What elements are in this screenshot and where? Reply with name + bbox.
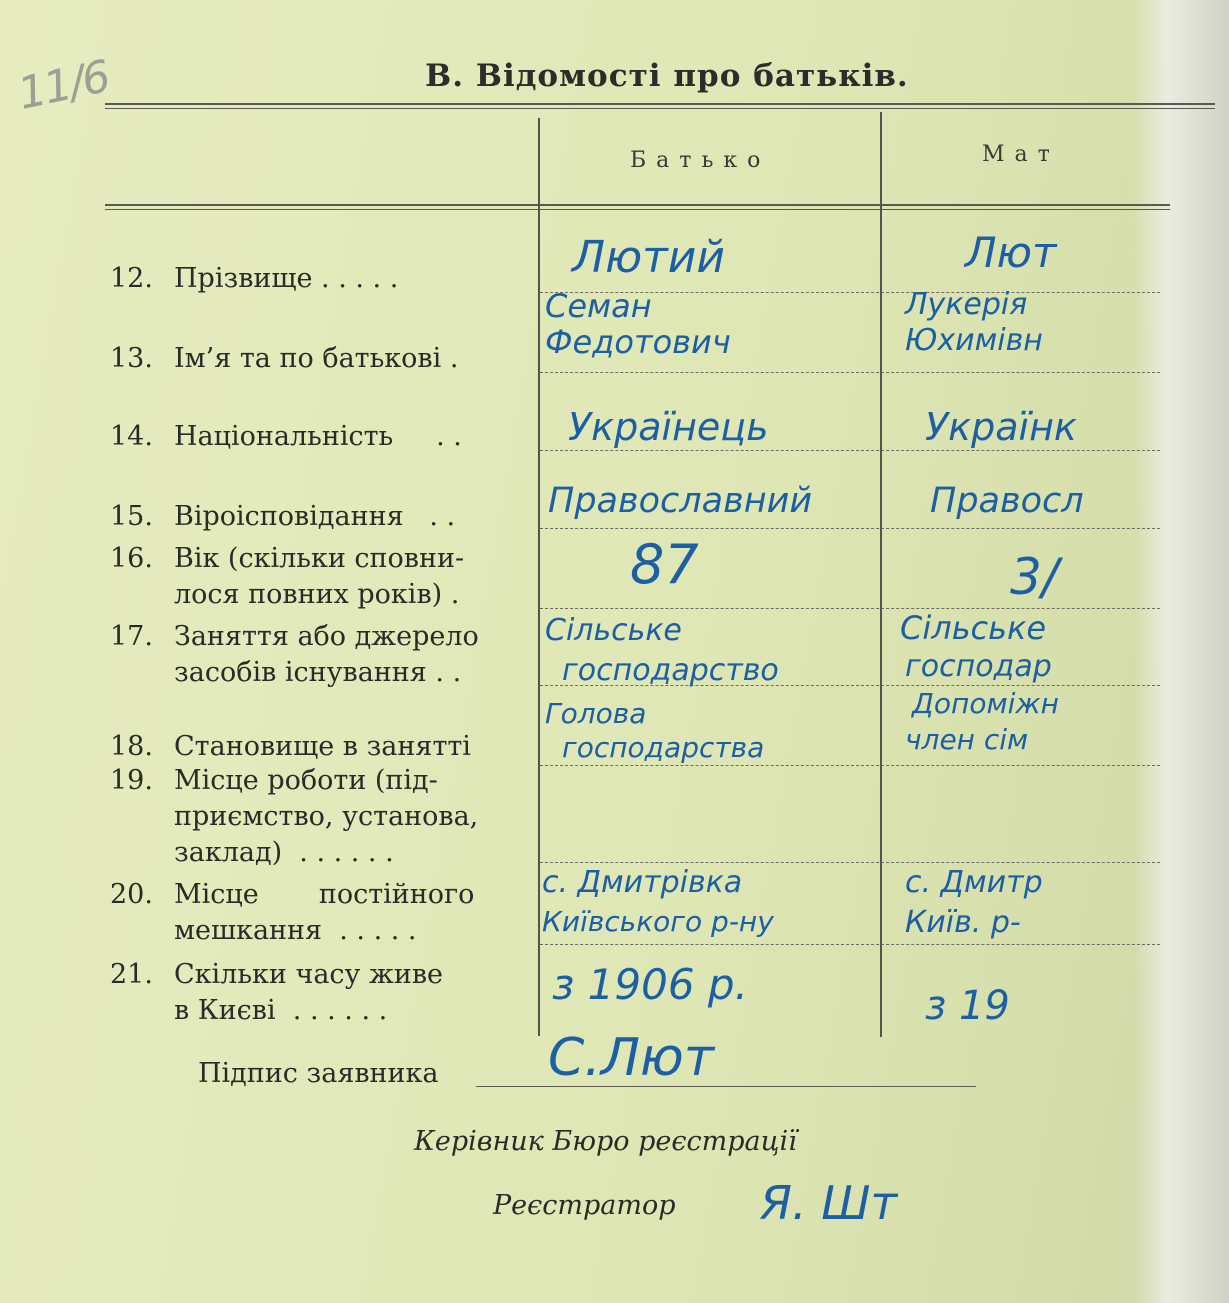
column-header-father: Батько xyxy=(630,148,771,173)
mother-years-in-kyiv: з 19 xyxy=(925,983,1010,1029)
row-label-19-cont: приємство, установа, xyxy=(174,801,479,832)
row-label-16-cont: лося повних років) . xyxy=(174,579,460,610)
mother-name-first: Лукерія xyxy=(905,287,1028,322)
row-separator xyxy=(540,608,1160,609)
father-residence-2: Київського р-ну xyxy=(542,905,774,938)
mother-surname: Лют xyxy=(965,228,1057,277)
mother-residence-1: с. Дмитр xyxy=(905,865,1043,900)
father-religion: Православний xyxy=(548,481,813,521)
father-position-2: господарства xyxy=(562,731,765,764)
row-label-19-cont2: заклад) . . . . . . xyxy=(174,837,394,868)
mother-occupation-1: Сільське xyxy=(900,609,1047,647)
mother-occupation-2: господар xyxy=(905,649,1052,684)
row-label-20: 20. Місце постійного xyxy=(110,879,475,910)
registrar-signature: Я. Шт xyxy=(760,1176,898,1230)
applicant-signature: С.Лют xyxy=(548,1028,715,1088)
row-separator xyxy=(540,450,1160,451)
table-top-rule xyxy=(105,103,1215,105)
row-label-17-cont: засобів існування . . xyxy=(174,657,462,688)
father-position-1: Голова xyxy=(545,697,647,730)
father-occupation-2: господарство xyxy=(562,653,779,688)
row-separator xyxy=(540,528,1160,529)
mother-religion: Правосл xyxy=(930,481,1084,521)
applicant-signature-label: Підпис заявника xyxy=(198,1058,439,1089)
row-label-13: 13. Ім’я та по батькові . xyxy=(110,343,459,374)
registrar-label: Реєстратор xyxy=(493,1190,676,1221)
row-separator xyxy=(540,862,1160,863)
row-label-21-cont: в Києві . . . . . . xyxy=(174,995,388,1026)
pencil-margin-note: 11/6 xyxy=(13,51,114,120)
mother-position-2: член сім xyxy=(905,723,1029,756)
table-top-rule-2 xyxy=(105,108,1215,109)
father-name-first: Семан xyxy=(545,287,652,325)
father-years-in-kyiv: з 1906 р. xyxy=(552,960,748,1009)
column-divider-middle xyxy=(880,112,882,1037)
torn-paper-edge xyxy=(1134,0,1229,1303)
section-title: В. Відомості про батьків. xyxy=(425,58,909,94)
father-residence-1: с. Дмитрівка xyxy=(542,865,743,900)
mother-age: 3/ xyxy=(1010,548,1059,606)
row-label-20-cont: мешкання . . . . . xyxy=(174,915,417,946)
father-surname: Лютий xyxy=(572,232,725,283)
header-bottom-rule-2 xyxy=(105,209,1170,210)
bureau-head-label: Керівник Бюро реєстрації xyxy=(414,1126,797,1157)
row-label-21: 21. Скільки часу живе xyxy=(110,959,444,990)
row-label-18: 18. Становище в занятті xyxy=(110,731,471,762)
row-separator xyxy=(540,944,1160,945)
father-name-patronymic: Федотович xyxy=(545,323,731,361)
row-label-16: 16. Вік (скільки сповни- xyxy=(110,543,465,574)
row-label-14: 14. Національність . . xyxy=(110,421,462,452)
father-nationality: Українець xyxy=(568,405,769,449)
mother-name-patronymic: Юхимівн xyxy=(905,323,1043,358)
mother-residence-2: Київ. р- xyxy=(905,905,1021,940)
row-separator xyxy=(540,765,1160,766)
father-age: 87 xyxy=(630,533,699,596)
column-header-mother: Мат xyxy=(982,142,1060,167)
row-label-15: 15. Віроісповідання . . xyxy=(110,501,456,532)
row-label-17: 17. Заняття або джерело xyxy=(110,621,479,652)
mother-nationality: Українк xyxy=(925,405,1077,449)
column-divider-left xyxy=(538,118,540,1036)
row-separator xyxy=(540,372,1160,373)
father-occupation-1: Сільське xyxy=(545,613,682,648)
header-bottom-rule xyxy=(105,204,1170,206)
row-label-19: 19. Місце роботи (під- xyxy=(110,765,438,796)
row-label-12: 12. Прізвище . . . . . xyxy=(110,263,399,294)
mother-position-1: Допоміжн xyxy=(912,687,1059,720)
